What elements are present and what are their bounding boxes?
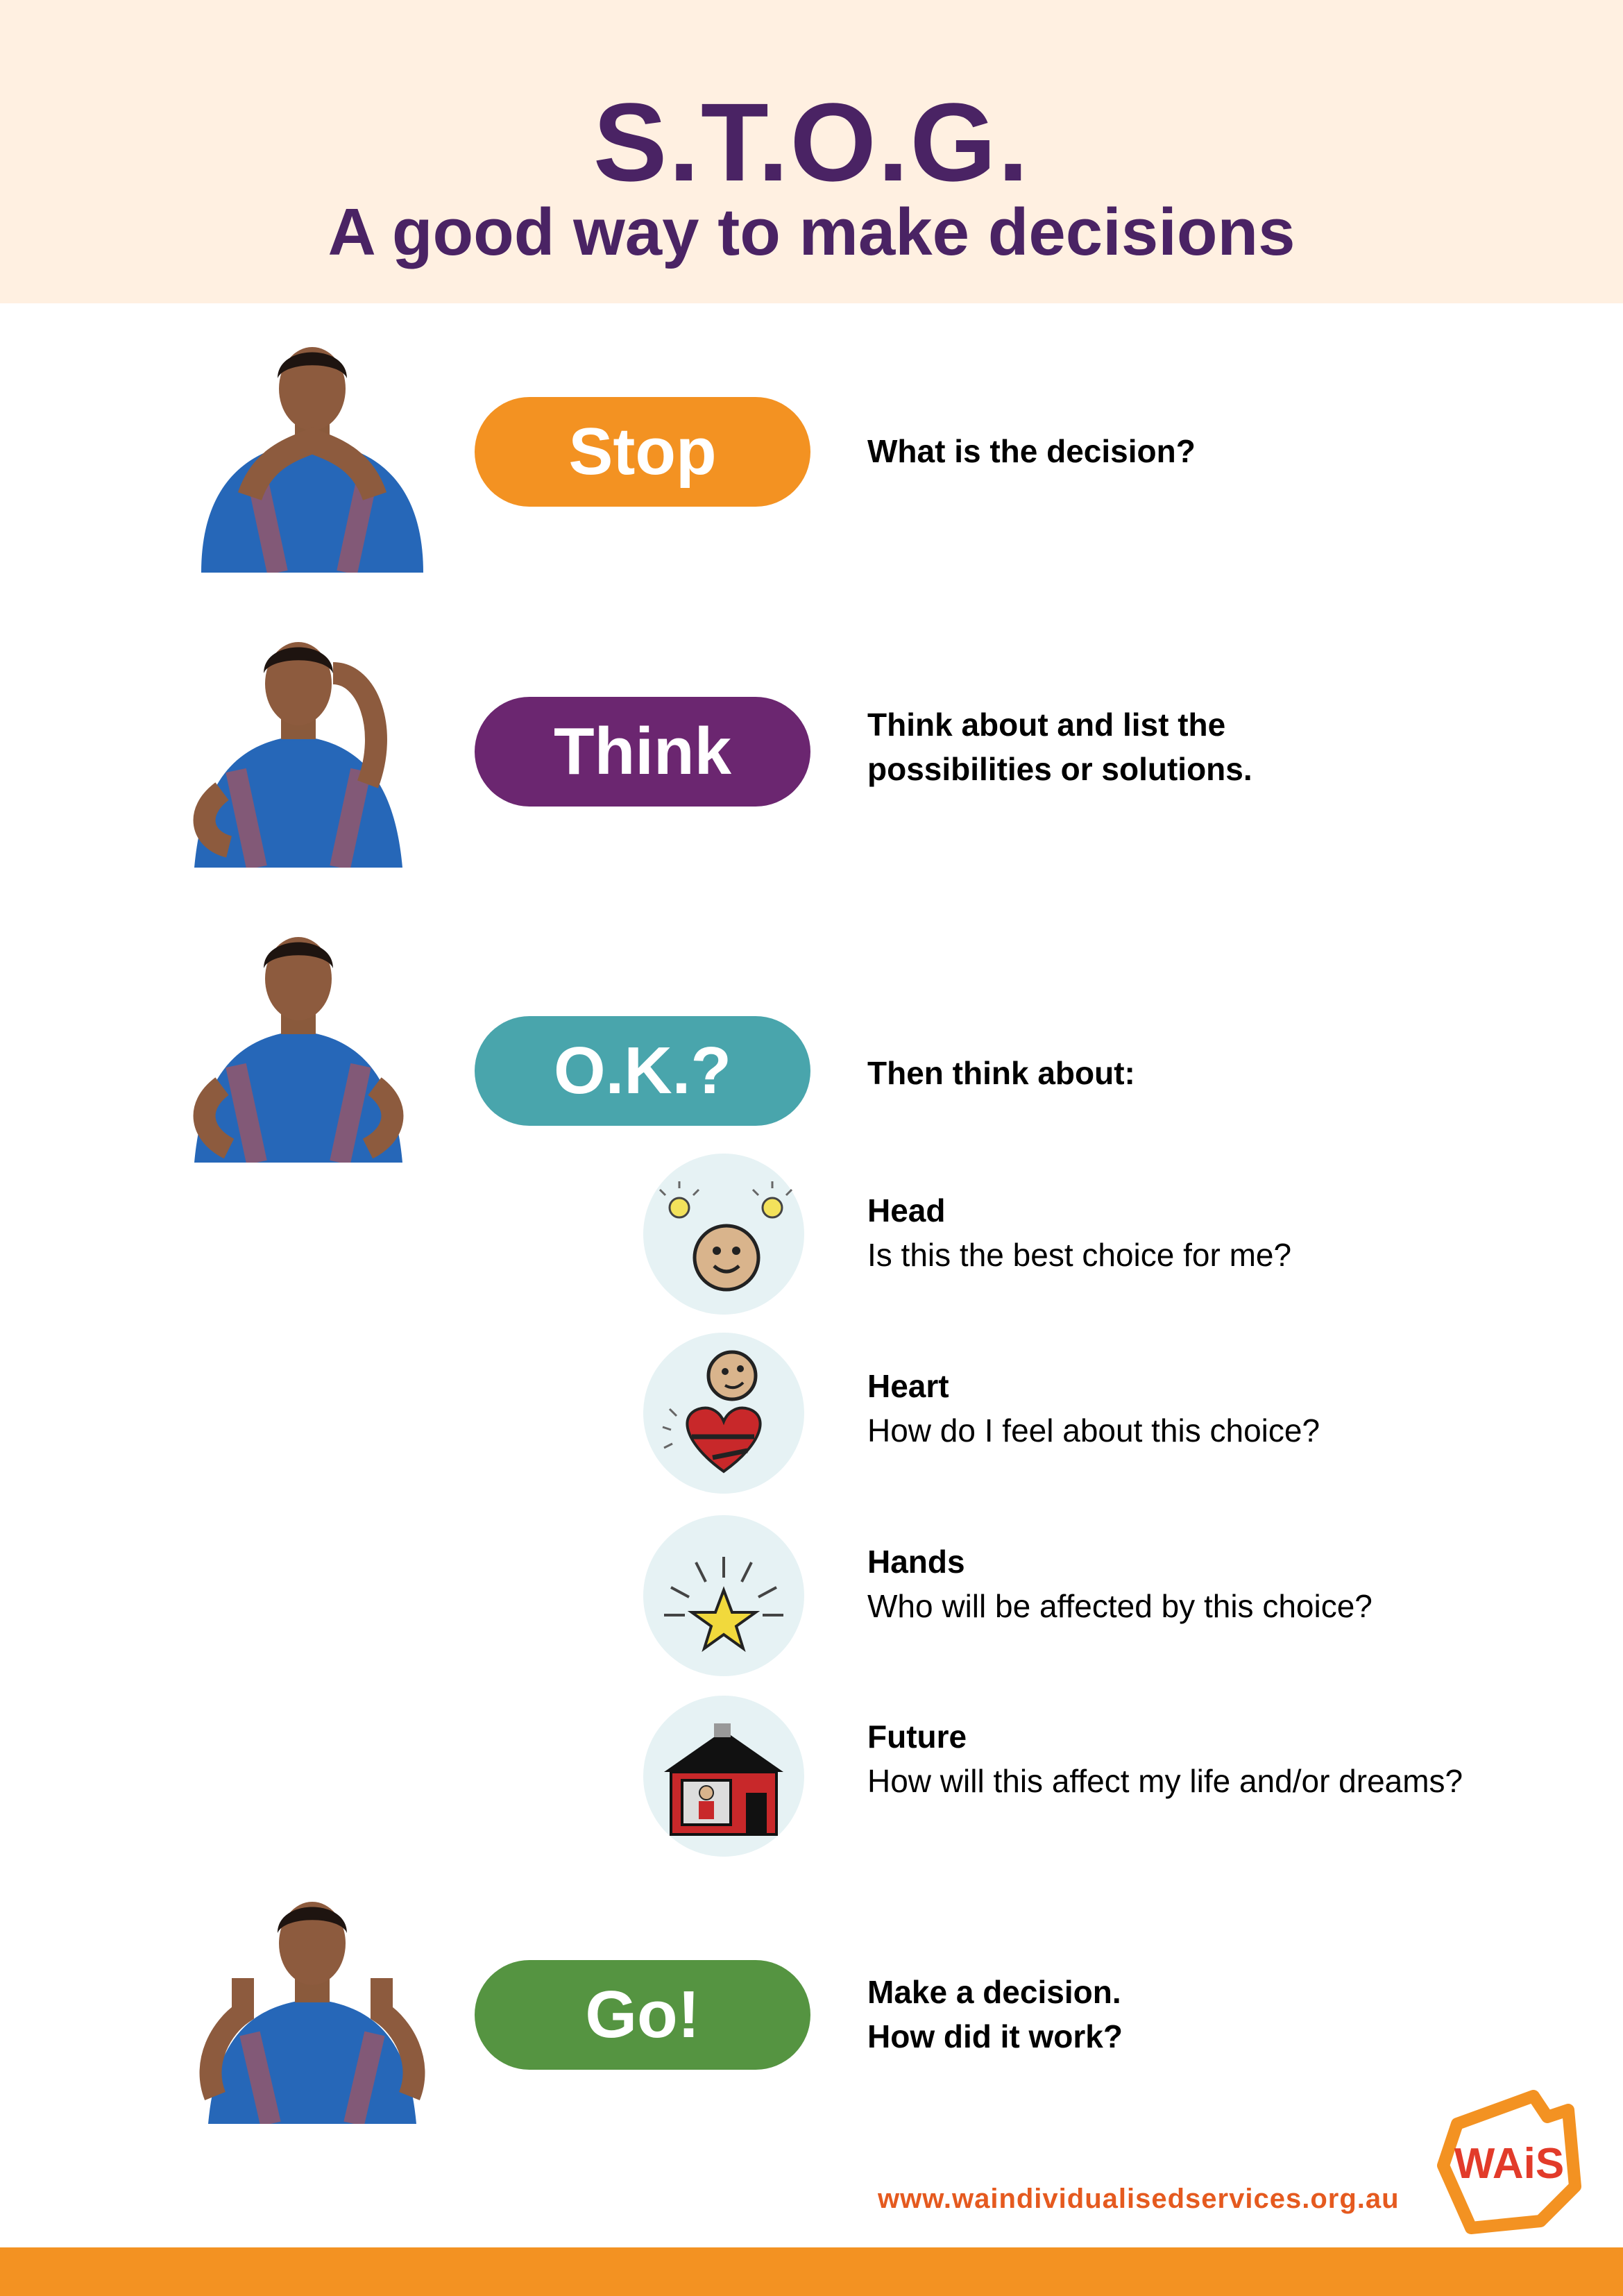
- heart-hug-icon: [643, 1333, 804, 1494]
- ok-button: [475, 1016, 810, 1126]
- page-title: S.T.O.G.: [593, 80, 1030, 204]
- star-icon: [643, 1515, 804, 1676]
- go-description: [867, 1970, 1123, 2059]
- consideration-text: How do I feel about this choice?: [867, 1412, 1320, 1449]
- go-button: [475, 1960, 810, 2070]
- consideration-heading: Heart: [867, 1368, 949, 1404]
- consideration-text: Is this the best choice for me?: [867, 1237, 1292, 1273]
- think-label: Think: [554, 714, 731, 788]
- person-ok-gesture-icon: [160, 927, 437, 1163]
- stop-description-line: What is the decision?: [867, 433, 1196, 469]
- consideration-text: Who will be affected by this choice?: [867, 1588, 1373, 1624]
- go-label: Go!: [585, 1977, 700, 2052]
- ok-description: [867, 1051, 1135, 1095]
- person-thumbs-up-icon: [173, 1888, 451, 2124]
- go-description-line: How did it work?: [867, 2018, 1123, 2054]
- header-banner: [0, 0, 1623, 303]
- consideration-heading: Head: [867, 1192, 946, 1229]
- think-description-line: possibilities or solutions.: [867, 751, 1252, 787]
- page-subtitle: A good way to make decisions: [328, 195, 1295, 269]
- logo-text: WAiS: [1454, 2140, 1565, 2188]
- person-stop-gesture-icon: [173, 337, 451, 573]
- stop-label: Stop: [568, 414, 717, 489]
- think-description-line: Think about and list the: [867, 707, 1226, 743]
- go-description-line: Make a decision.: [867, 1974, 1121, 2010]
- consideration-head: [867, 1188, 1291, 1277]
- stop-button: [475, 397, 810, 507]
- consideration-heading: Future: [867, 1719, 967, 1755]
- consideration-text: How will this affect my life and/or dreams?: [867, 1763, 1463, 1799]
- think-button: [475, 697, 810, 807]
- ok-label: O.K.?: [554, 1033, 731, 1108]
- wais-logo-icon: [1429, 2082, 1589, 2235]
- consideration-future: [867, 1714, 1463, 1803]
- footer-bar: [0, 2247, 1623, 2296]
- consideration-heart: [867, 1364, 1320, 1453]
- think-description: [867, 702, 1252, 791]
- house-icon: [643, 1696, 804, 1857]
- lightbulb-face-icon: [643, 1154, 804, 1315]
- website-link[interactable]: www.waindividualisedservices.org.au: [878, 2184, 1400, 2214]
- consideration-heading: Hands: [867, 1544, 965, 1580]
- person-think-gesture-icon: [160, 632, 437, 868]
- stop-description: [867, 429, 1196, 473]
- ok-description-line: Then think about:: [867, 1055, 1135, 1091]
- consideration-hands: [867, 1539, 1373, 1628]
